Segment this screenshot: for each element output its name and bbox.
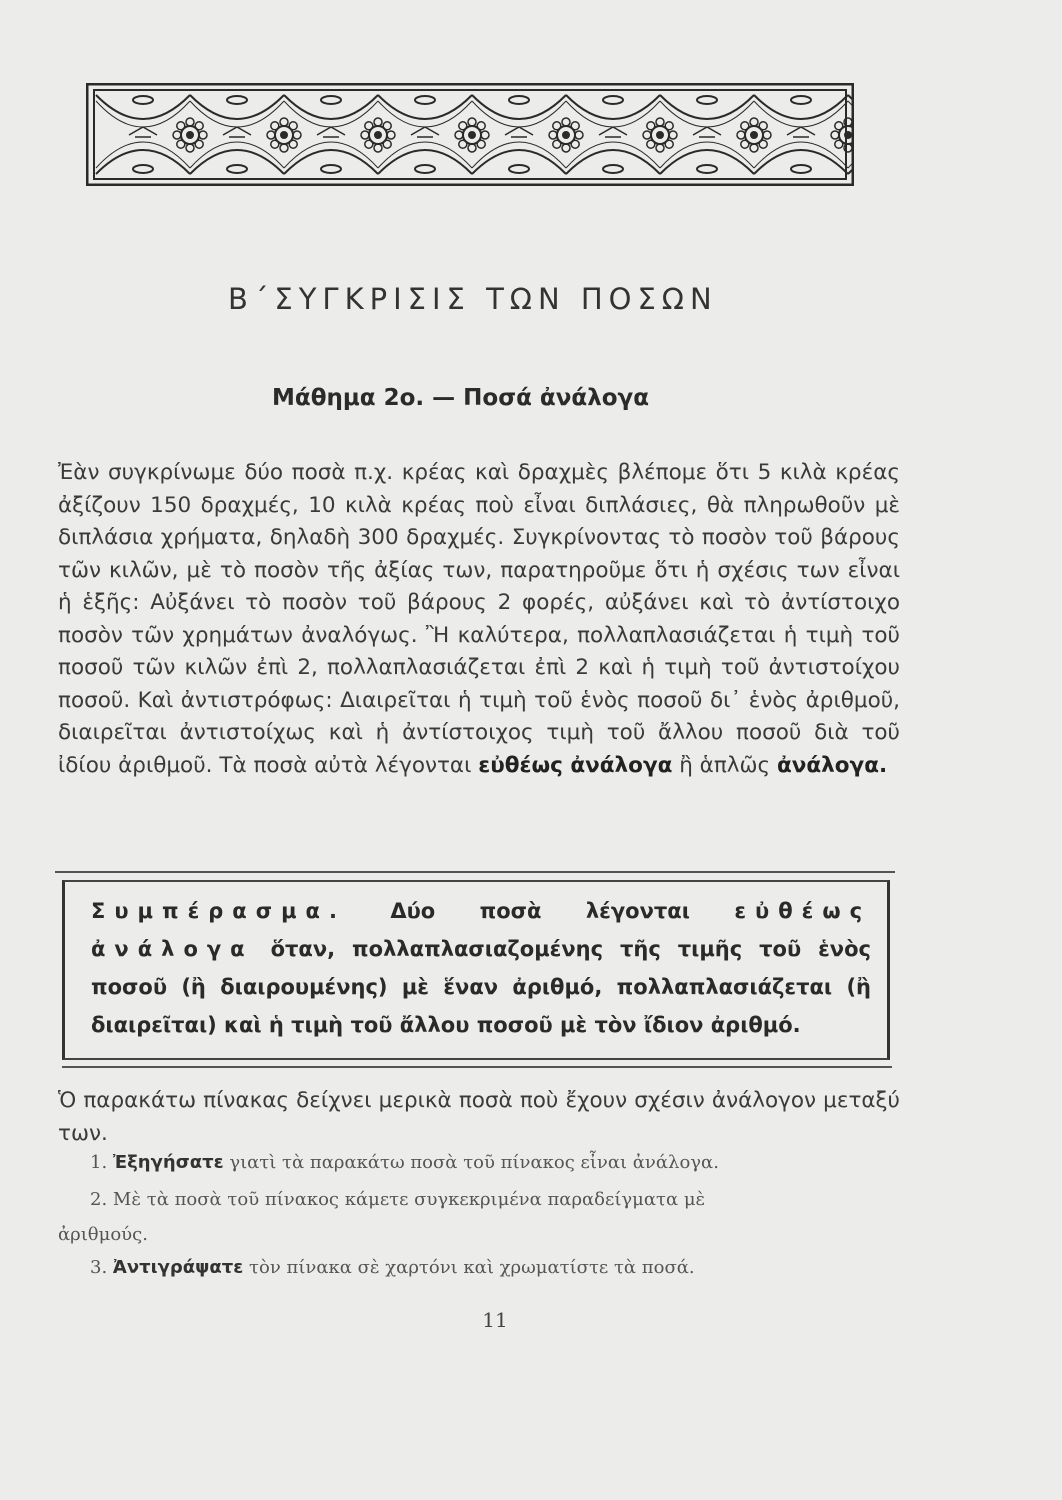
exercise-2-text: Μὲ τὰ ποσὰ τοῦ πίνακος κάμετε συγκεκριμένα παραδείγματα μὲ	[112, 1189, 706, 1210]
conclusion-text-1: Δύο ποσὰ λέγονται	[390, 899, 690, 923]
intro-text: Ἐὰν συγκρίνωμε δύο ποσὰ π.χ. κρέας καὶ δραχμὲς βλέπομε ὅτι 5 κιλὰ κρέας ἀξίζουν 150 δραχμές, 10 κιλὰ κρέας ποὺ εἶναι διπλάσιες, θὰ πληρωθοῦν μὲ διπλάσια χρήματα, δηλαδὴ 300 δραχμές. Συγκρίνοντας τὸ ποσὸν τοῦ βάρους τῶν κιλῶν, μὲ τὸ ποσὸν τῆς ἀξίας των, παρατηροῦμε ὅτι ἡ σχέσις των εἶναι ἡ ἑξῆς: Αὐξάνει τὸ ποσὸν τοῦ βάρους 2 φορές, αὐξάνει καὶ τὸ ἀντίστοιχο ποσὸν τῶν χρημάτων ἀναλόγως. Ἢ καλύτερα, πολλαπλασιάζεται ἡ τιμὴ τοῦ ποσοῦ τῶν κιλῶν ἐπὶ 2, πολλαπλασιάζεται ἐπὶ 2 καὶ ἡ τιμὴ τοῦ ἀντιστοίχου ποσοῦ. Καὶ ἀντιστρόφως: Διαιρεῖται ἡ τιμὴ τοῦ ἑνὸς ποσοῦ δι᾽ ἑνὸς ἀριθμοῦ, διαιρεῖται ἀντιστοίχως καὶ ἡ ἀντίστοιχος τιμὴ τοῦ ἄλλου ποσοῦ διὰ τοῦ ἰδίου ἀριθμοῦ. Τὰ ποσὰ αὐτὰ λέγονται	[58, 460, 900, 778]
page-number: 11	[482, 1308, 508, 1332]
lesson-title: Μάθημα 2ο. — Ποσά ἀνάλογα	[272, 385, 650, 411]
conclusion-text-2: ὅταν, πολλαπλασιαζομένης τῆς τιμῆς τοῦ ἑνὸς ποσοῦ (ἢ διαιρουμένης) μὲ ἕναν ἀριθμό, πολλαπλασιάζεται (ἢ διαιρεῖται) καὶ ἡ τιμὴ τοῦ ἄλλου ποσοῦ μὲ τὸν ἴδιον ἀριθμό.	[91, 937, 871, 1037]
section-heading: Β΄ΣΥΓΚΡΙΣΙΣ ΤΩΝ ΠΟΣΩΝ	[228, 282, 718, 316]
box-divider-top	[55, 871, 895, 873]
table-paragraph: Ὁ παρακάτω πίνακας δείχνει μερικὰ ποσὰ ποὺ ἔχουν σχέσιν ἀνάλογον μεταξύ των.	[58, 1088, 900, 1146]
exercise-3-number: 3.	[90, 1257, 108, 1278]
intro-connector: ἢ ἁπλῶς	[679, 752, 771, 778]
conclusion-text	[91, 892, 871, 1044]
intro-paragraph	[58, 457, 900, 782]
exercise-1-text: γιατὶ τὰ παρακάτω ποσὰ τοῦ πίνακος εἶναι ἀνάλογα.	[229, 1152, 719, 1173]
exercise-1-number: 1.	[90, 1152, 108, 1173]
intro-bold-term-2: ἀνάλογα.	[776, 752, 888, 778]
conclusion-box	[62, 880, 890, 1060]
intro-bold-term: εὐθέως ἀνάλογα	[478, 752, 673, 778]
exercise-2-continuation: ἀριθμούς.	[58, 1224, 148, 1245]
conclusion-spaced-term: εὐθέως ἀνάλογα	[91, 899, 872, 961]
box-divider-bottom	[62, 1066, 892, 1068]
decorative-border-ornament	[86, 83, 854, 186]
conclusion-label: Συμπέρασμα.	[91, 899, 346, 923]
exercise-3-text: τὸν πίνακα σὲ χαρτόνι καὶ χρωματίστε τὰ ποσά.	[249, 1257, 695, 1278]
exercise-3	[90, 1253, 910, 1283]
exercise-2	[90, 1185, 910, 1215]
exercise-3-verb: Ἀντιγράψατε	[112, 1257, 244, 1278]
exercise-1-verb: Ἐξηγήσατε	[112, 1152, 224, 1173]
exercise-2-number: 2.	[90, 1189, 108, 1210]
exercise-1	[90, 1148, 910, 1178]
